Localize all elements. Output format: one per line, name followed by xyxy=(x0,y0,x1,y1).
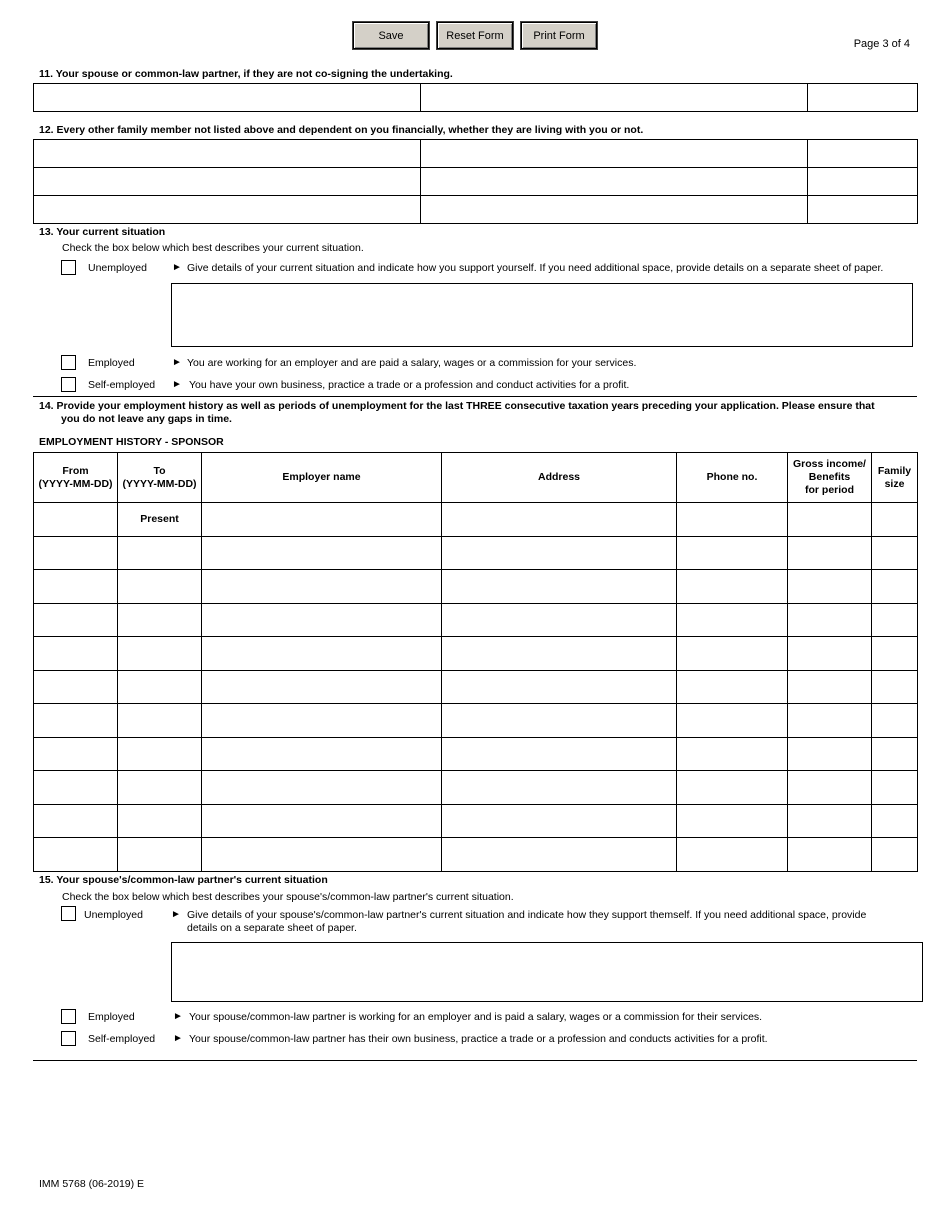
phone-field[interactable] xyxy=(677,570,788,604)
income-field[interactable] xyxy=(788,671,872,704)
employer-field[interactable] xyxy=(202,671,442,704)
address-field[interactable] xyxy=(442,738,677,771)
address-field[interactable] xyxy=(442,704,677,738)
present-label: Present xyxy=(118,503,202,537)
q15-unemployed-desc-line2: details on a separate sheet of paper. xyxy=(187,922,357,934)
q11-label: 11. Your spouse or common-law partner, if they are not co-signing the undertaking. xyxy=(39,68,453,80)
phone-field[interactable] xyxy=(677,604,788,637)
q15-instruction: Check the box below which best describes your spouse's/common-law partner's current situation. xyxy=(62,891,514,903)
q13-self-employed-desc: You have your own business, practice a trade or a profession and conduct activities for a profit. xyxy=(189,379,630,391)
phone-field[interactable] xyxy=(677,738,788,771)
phone-field[interactable] xyxy=(677,537,788,570)
to-date-field[interactable] xyxy=(118,704,202,738)
q12-row1-field-1[interactable] xyxy=(34,140,421,168)
header-family-size: Family size xyxy=(872,453,918,503)
income-field[interactable] xyxy=(788,604,872,637)
phone-field[interactable] xyxy=(677,805,788,838)
income-field[interactable] xyxy=(788,838,872,872)
phone-field[interactable] xyxy=(677,503,788,537)
employer-field[interactable] xyxy=(202,738,442,771)
q15-unemployed-details-field[interactable] xyxy=(171,942,923,1002)
from-date-field[interactable] xyxy=(34,637,118,671)
q15-employed-checkbox[interactable] xyxy=(61,1009,76,1024)
address-field[interactable] xyxy=(442,838,677,872)
family-size-field[interactable] xyxy=(872,503,918,537)
address-field[interactable] xyxy=(442,771,677,805)
arrow-right-icon: ► xyxy=(172,262,182,273)
to-date-field[interactable] xyxy=(118,604,202,637)
table-row xyxy=(34,537,918,570)
from-date-field[interactable] xyxy=(34,570,118,604)
employer-field[interactable] xyxy=(202,604,442,637)
arrow-right-icon: ► xyxy=(171,909,181,920)
table-row xyxy=(34,604,918,637)
q15-self-employed-checkbox[interactable] xyxy=(61,1031,76,1046)
income-field[interactable] xyxy=(788,570,872,604)
from-date-field[interactable] xyxy=(34,838,118,872)
family-size-field[interactable] xyxy=(872,838,918,872)
address-field[interactable] xyxy=(442,805,677,838)
table-row xyxy=(34,704,918,738)
employer-field[interactable] xyxy=(202,805,442,838)
employer-field[interactable] xyxy=(202,503,442,537)
family-size-field[interactable] xyxy=(872,570,918,604)
table-row xyxy=(34,570,918,604)
address-field[interactable] xyxy=(442,671,677,704)
from-date-field[interactable] xyxy=(34,704,118,738)
table-row xyxy=(34,771,918,805)
header-employer: Employer name xyxy=(202,453,442,503)
family-size-field[interactable] xyxy=(872,671,918,704)
address-field[interactable] xyxy=(442,537,677,570)
arrow-right-icon: ► xyxy=(173,1011,183,1022)
q14-label-line2: you do not leave any gaps in time. xyxy=(61,413,232,425)
q11-field-2[interactable] xyxy=(421,84,808,112)
employer-field[interactable] xyxy=(202,637,442,671)
employer-field[interactable] xyxy=(202,570,442,604)
q11-table xyxy=(33,83,918,112)
from-date-field[interactable] xyxy=(34,771,118,805)
employment-history-table xyxy=(33,452,918,872)
phone-field[interactable] xyxy=(677,771,788,805)
table-header-row xyxy=(34,453,918,503)
q13-employed-checkbox[interactable] xyxy=(61,355,76,370)
q12-table xyxy=(33,139,918,224)
family-size-field[interactable] xyxy=(872,805,918,838)
to-date-field[interactable] xyxy=(118,537,202,570)
reset-form-button[interactable]: Reset Form xyxy=(437,22,513,49)
save-button[interactable]: Save xyxy=(353,22,429,49)
to-date-field[interactable] xyxy=(118,771,202,805)
income-field[interactable] xyxy=(788,704,872,738)
table-row xyxy=(34,503,918,537)
form-code: IMM 5768 (06-2019) E xyxy=(39,1178,145,1190)
family-size-field[interactable] xyxy=(872,637,918,671)
to-date-field[interactable] xyxy=(118,671,202,704)
header-address: Address xyxy=(442,453,677,503)
q13-employed-label: Employed xyxy=(88,357,135,369)
page-number: Page 3 of 4 xyxy=(853,38,910,50)
q12-row2-field-1[interactable] xyxy=(34,168,421,196)
phone-field[interactable] xyxy=(677,838,788,872)
income-field[interactable] xyxy=(788,537,872,570)
q14-label-line1: 14. Provide your employment history as well as periods of unemployment for the last THREE consecutive taxation years preceding your application. Please ensure that xyxy=(39,400,875,412)
arrow-right-icon: ► xyxy=(173,1033,183,1044)
q15-unemployed-checkbox[interactable] xyxy=(61,906,76,921)
address-field[interactable] xyxy=(442,570,677,604)
print-form-button[interactable]: Print Form xyxy=(521,22,597,49)
q15-self-employed-label: Self-employed xyxy=(88,1033,156,1045)
family-size-field[interactable] xyxy=(872,537,918,570)
header-income: Gross income/ Benefits for period xyxy=(788,453,872,503)
to-date-field[interactable] xyxy=(118,570,202,604)
q11-field-1[interactable] xyxy=(34,84,421,112)
arrow-right-icon: ► xyxy=(172,357,182,368)
q15-employed-label: Employed xyxy=(88,1011,135,1023)
from-date-field[interactable] xyxy=(34,503,118,537)
income-field[interactable] xyxy=(788,503,872,537)
to-date-field[interactable] xyxy=(118,738,202,771)
q12-label: 12. Every other family member not listed above and dependent on you financially, whether they are living with you or not. xyxy=(39,124,644,136)
address-field[interactable] xyxy=(442,604,677,637)
family-size-field[interactable] xyxy=(872,738,918,771)
q12-row2-field-3[interactable] xyxy=(808,168,918,196)
table-row xyxy=(34,671,918,704)
q13-employed-desc: You are working for an employer and are paid a salary, wages or a commission for your services. xyxy=(187,357,637,369)
to-date-field[interactable] xyxy=(118,637,202,671)
q13-unemployed-label: Unemployed xyxy=(88,262,147,274)
phone-field[interactable] xyxy=(677,704,788,738)
from-date-field[interactable] xyxy=(34,537,118,570)
q12-row3-field-3[interactable] xyxy=(808,196,918,224)
section-divider xyxy=(33,1060,917,1061)
q15-employed-desc: Your spouse/common-law partner is working for an employer and is paid a salary, wages or a commission for their services. xyxy=(189,1011,763,1023)
q13-self-employed-checkbox[interactable] xyxy=(61,377,76,392)
family-size-field[interactable] xyxy=(872,604,918,637)
q12-row3-field-1[interactable] xyxy=(34,196,421,224)
from-date-field[interactable] xyxy=(34,805,118,838)
family-size-field[interactable] xyxy=(872,704,918,738)
address-field[interactable] xyxy=(442,637,677,671)
income-field[interactable] xyxy=(788,805,872,838)
employer-field[interactable] xyxy=(202,537,442,570)
q11-field-3[interactable] xyxy=(808,84,918,112)
arrow-right-icon: ► xyxy=(172,379,182,390)
q13-unemployed-checkbox[interactable] xyxy=(61,260,76,275)
table-row xyxy=(34,838,918,872)
q15-self-employed-desc: Your spouse/common-law partner has their own business, practice a trade or a profession and conducts activities for a profit. xyxy=(189,1033,768,1045)
q12-row3-field-2[interactable] xyxy=(421,196,808,224)
header-phone: Phone no. xyxy=(677,453,788,503)
q12-row1-field-2[interactable] xyxy=(421,140,808,168)
section-divider xyxy=(33,396,917,397)
to-date-field[interactable] xyxy=(118,805,202,838)
phone-field[interactable] xyxy=(677,671,788,704)
income-field[interactable] xyxy=(788,637,872,671)
table-row xyxy=(34,637,918,671)
q13-instruction: Check the box below which best describes your current situation. xyxy=(62,242,364,254)
income-field[interactable] xyxy=(788,771,872,805)
employment-history-title: EMPLOYMENT HISTORY - SPONSOR xyxy=(39,436,224,448)
q12-row2-field-2[interactable] xyxy=(421,168,808,196)
q15-unemployed-desc-line1: Give details of your spouse's/common-law partner's current situation and indicate how they support themself. If you need additional space, provide xyxy=(187,909,867,921)
to-date-field[interactable] xyxy=(118,838,202,872)
header-to: To (YYYY-MM-DD) xyxy=(118,453,202,503)
table-row xyxy=(34,738,918,771)
q13-self-employed-label: Self-employed xyxy=(88,379,156,391)
table-row xyxy=(34,805,918,838)
income-field[interactable] xyxy=(788,738,872,771)
from-date-field[interactable] xyxy=(34,671,118,704)
q12-row1-field-3[interactable] xyxy=(808,140,918,168)
header-from: From (YYYY-MM-DD) xyxy=(34,453,118,503)
employer-field[interactable] xyxy=(202,704,442,738)
from-date-field[interactable] xyxy=(34,738,118,771)
employer-field[interactable] xyxy=(202,771,442,805)
address-field[interactable] xyxy=(442,503,677,537)
q13-unemployed-details-field[interactable] xyxy=(171,283,913,347)
phone-field[interactable] xyxy=(677,637,788,671)
q13-title: 13. Your current situation xyxy=(39,226,166,238)
family-size-field[interactable] xyxy=(872,771,918,805)
q15-title: 15. Your spouse's/common-law partner's current situation xyxy=(39,874,328,886)
employer-field[interactable] xyxy=(202,838,442,872)
q15-unemployed-label: Unemployed xyxy=(84,909,143,921)
from-date-field[interactable] xyxy=(34,604,118,637)
q13-unemployed-desc: Give details of your current situation and indicate how you support yourself. If you need additional space, provide details on a separate sheet of paper. xyxy=(187,262,884,274)
